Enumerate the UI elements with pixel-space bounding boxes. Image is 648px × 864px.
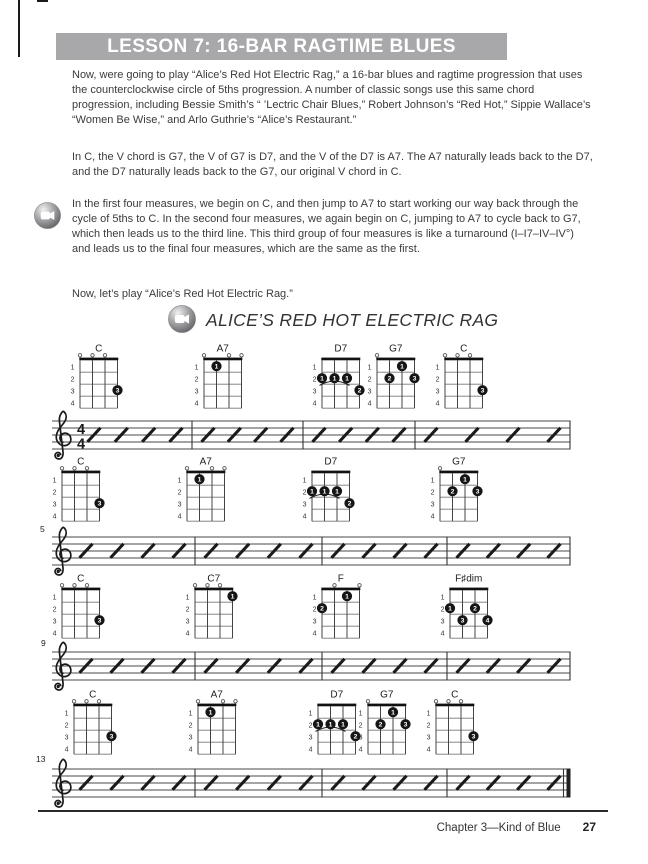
svg-text:2: 2 (320, 605, 324, 613)
svg-text:1: 1 (322, 488, 327, 496)
svg-text:G7: G7 (452, 456, 466, 468)
rhythm-staff (30, 753, 610, 813)
svg-text:3: 3 (97, 500, 102, 508)
svg-text:1: 1 (345, 593, 349, 601)
svg-text:3: 3 (435, 388, 440, 396)
chord-diagram-G7 (352, 689, 414, 757)
svg-text:C: C (460, 343, 468, 355)
svg-text:3: 3 (471, 733, 476, 741)
svg-text:3: 3 (97, 617, 102, 625)
svg-text:3: 3 (430, 501, 435, 509)
chord-diagram-A7 (182, 689, 244, 757)
svg-text:1: 1 (188, 710, 193, 718)
svg-text:2: 2 (312, 376, 317, 384)
svg-text:2: 2 (302, 489, 307, 497)
svg-text:4: 4 (358, 746, 363, 754)
svg-text:4: 4 (302, 513, 307, 521)
svg-text:3: 3 (52, 501, 57, 509)
chord-mount (352, 689, 414, 762)
footer-chapter-title: Chapter 3—Kind of Blue (436, 822, 561, 834)
svg-text:2: 2 (426, 722, 431, 730)
svg-text:3: 3 (426, 734, 431, 742)
svg-text:1: 1 (320, 375, 324, 383)
paragraph-structure: In the first four measures, we begin on C, and then jump to A7 to start working our way back through the cycle of 5ths to C. In the second four measures, we again begin on C, jumping to A7 to cycle back to G7, which then leads us to the third line. This third group of four measures is like a turnaround (I–I7–IV–IV°) and leads us to the final four measures, which are the same as the first. (72, 198, 581, 255)
svg-text:3: 3 (367, 388, 372, 396)
svg-text:4: 4 (485, 617, 490, 625)
svg-text:4: 4 (64, 746, 69, 754)
chord-mount (424, 456, 486, 529)
svg-text:4: 4 (430, 513, 435, 521)
svg-text:1: 1 (400, 363, 404, 371)
svg-text:1: 1 (185, 594, 190, 602)
svg-text:1: 1 (426, 710, 431, 718)
svg-text:2: 2 (357, 387, 362, 395)
svg-text:3: 3 (177, 501, 182, 509)
paragraph-theory: In C, the V chord is G7, the V of G7 is D7, and the V of the D7 is A7. The A7 naturally leads back to the D7, and the D7 naturally leads back to the G7, our original V chord in C. (72, 151, 593, 178)
svg-text:1: 1 (208, 709, 213, 717)
svg-text:2: 2 (188, 722, 193, 730)
svg-text:2: 2 (308, 722, 313, 730)
chord-diagram-D7 (306, 343, 368, 411)
svg-text:3: 3 (302, 501, 307, 509)
measure-number: 9 (41, 638, 46, 648)
svg-text:A7: A7 (216, 343, 229, 355)
footer (437, 820, 596, 834)
chord-diagram-C (58, 689, 120, 757)
svg-text:3: 3 (185, 618, 190, 626)
rhythm-staff (30, 636, 610, 696)
chord-diagram-C7 (179, 573, 241, 641)
svg-text:1: 1 (312, 594, 317, 602)
svg-text:1: 1 (52, 594, 57, 602)
svg-text:1: 1 (312, 364, 317, 372)
svg-text:4: 4 (194, 400, 199, 408)
svg-text:3: 3 (115, 387, 120, 395)
svg-text:1: 1 (70, 364, 75, 372)
svg-text:C7: C7 (207, 573, 221, 585)
svg-text:2: 2 (70, 376, 75, 384)
svg-text:2: 2 (358, 722, 363, 730)
rhythm-staff (30, 521, 610, 581)
svg-text:C: C (89, 689, 97, 701)
svg-text:1: 1 (332, 375, 337, 383)
svg-text:2: 2 (440, 606, 445, 614)
svg-text:1: 1 (302, 477, 307, 485)
svg-text:1: 1 (440, 594, 445, 602)
svg-text:A7: A7 (199, 456, 212, 468)
chord-diagram-G7 (424, 456, 486, 524)
chord-mount (58, 689, 120, 762)
measure-number: 13 (36, 754, 46, 764)
svg-text:4: 4 (185, 630, 190, 638)
svg-text:4: 4 (52, 630, 57, 638)
chord-diagram-A7 (188, 343, 250, 411)
measure-number: 5 (40, 524, 45, 534)
svg-text:1: 1 (463, 476, 467, 484)
svg-text:F♯dim: F♯dim (455, 573, 483, 585)
svg-text:1: 1 (367, 364, 372, 372)
svg-text:1: 1 (310, 488, 314, 496)
footer-page-number: 27 (582, 820, 596, 834)
chord-diagram-C (429, 343, 491, 411)
svg-text:C: C (95, 343, 103, 355)
svg-text:1: 1 (308, 710, 313, 718)
time-signature-bottom: 4 (76, 436, 86, 453)
svg-text:3: 3 (475, 488, 480, 496)
svg-text:3: 3 (480, 387, 485, 395)
svg-text:2: 2 (435, 376, 440, 384)
chord-diagram-F (306, 573, 368, 641)
paragraph-lead-in: Now, let’s play “Alice’s Red Hot Electric Rag.” (72, 288, 293, 300)
music-system-3 (0, 573, 648, 705)
svg-text:1: 1 (391, 709, 395, 717)
svg-text:1: 1 (194, 364, 199, 372)
svg-text:G7: G7 (380, 689, 394, 701)
svg-text:2: 2 (185, 606, 190, 614)
svg-text:1: 1 (345, 375, 349, 383)
svg-text:3: 3 (312, 388, 317, 396)
svg-text:1: 1 (52, 477, 57, 485)
chord-diagram-F♯dim (434, 573, 496, 641)
svg-text:D7: D7 (324, 456, 338, 468)
chord-diagram-G7 (361, 343, 423, 411)
svg-text:3: 3 (70, 388, 75, 396)
svg-text:2: 2 (194, 376, 199, 384)
svg-text:2: 2 (430, 489, 435, 497)
svg-text:2: 2 (353, 733, 358, 741)
svg-text:1: 1 (341, 721, 345, 729)
svg-text:F: F (337, 573, 344, 585)
svg-text:2: 2 (52, 489, 57, 497)
svg-text:4: 4 (308, 746, 313, 754)
svg-text:1: 1 (358, 710, 363, 718)
chord-diagram-C (46, 456, 108, 524)
svg-text:1: 1 (435, 364, 440, 372)
chord-diagram-C (46, 573, 108, 641)
svg-text:2: 2 (450, 488, 455, 496)
chord-diagram-C (420, 689, 482, 757)
svg-text:4: 4 (177, 513, 182, 521)
music-system-4 (0, 689, 648, 821)
svg-text:C: C (77, 456, 85, 468)
svg-text:C: C (451, 689, 459, 701)
svg-text:4: 4 (70, 400, 75, 408)
svg-text:3: 3 (64, 734, 69, 742)
svg-text:3: 3 (312, 618, 317, 626)
svg-text:1: 1 (316, 721, 320, 729)
svg-text:3: 3 (52, 618, 57, 626)
svg-text:A7: A7 (210, 689, 223, 701)
svg-text:1: 1 (328, 721, 333, 729)
svg-text:3: 3 (358, 734, 363, 742)
chord-mount (46, 456, 108, 529)
svg-text:4: 4 (440, 630, 445, 638)
svg-text:2: 2 (52, 606, 57, 614)
svg-text:3: 3 (440, 618, 445, 626)
time-signature-top: 4 (76, 422, 86, 438)
song-title: ALICE’S RED HOT ELECTRIC RAG (206, 310, 499, 330)
chord-mount (182, 689, 244, 762)
svg-text:1: 1 (64, 710, 69, 718)
svg-text:4: 4 (312, 630, 317, 638)
svg-text:2: 2 (367, 376, 372, 384)
svg-text:4: 4 (367, 400, 372, 408)
svg-text:4: 4 (52, 513, 57, 521)
chord-mount (171, 456, 233, 529)
chord-diagram-A7 (171, 456, 233, 524)
lesson-header: LESSON 7: 16-BAR RAGTIME BLUES (56, 33, 507, 60)
svg-text:3: 3 (412, 375, 417, 383)
svg-text:4: 4 (435, 400, 440, 408)
svg-text:4: 4 (426, 746, 431, 754)
svg-text:2: 2 (312, 606, 317, 614)
svg-text:2: 2 (387, 375, 392, 383)
svg-text:4: 4 (312, 400, 317, 408)
svg-text:2: 2 (347, 500, 352, 508)
svg-text:1: 1 (448, 605, 452, 613)
svg-text:G7: G7 (389, 343, 403, 355)
svg-text:1: 1 (177, 477, 182, 485)
chord-mount (420, 689, 482, 762)
svg-text:3: 3 (403, 721, 408, 729)
svg-text:3: 3 (188, 734, 193, 742)
music-system-2 (0, 456, 648, 588)
svg-text:1: 1 (335, 488, 339, 496)
svg-text:2: 2 (473, 605, 477, 613)
chord-diagram-C (64, 343, 126, 411)
svg-text:2: 2 (177, 489, 182, 497)
svg-text:2: 2 (378, 721, 383, 729)
svg-text:D7: D7 (334, 343, 348, 355)
paragraph-intro: Now, were going to play “Alice’s Red Hot Electric Rag,” a 16-bar blues and ragtime progression that uses the counterclockwise circle of 5ths progression. A number of classic songs use this same chord progression, including Bessie Smith’s “ ’Lectric Chair Blues,” Robert Johnson’s “Red Hot,” Sippie Wallace’s “Women Be Wise,” and Arlo Guthrie’s “Alice’s Restaurant.” (72, 69, 591, 126)
svg-text:1: 1 (430, 477, 435, 485)
svg-text:C: C (77, 573, 85, 585)
svg-text:3: 3 (308, 734, 313, 742)
svg-text:3: 3 (194, 388, 199, 396)
svg-text:1: 1 (197, 476, 202, 484)
svg-text:3: 3 (109, 733, 114, 741)
svg-text:3: 3 (460, 617, 465, 625)
chord-mount (296, 456, 358, 529)
svg-text:1: 1 (230, 593, 235, 601)
svg-text:4: 4 (188, 746, 193, 754)
footer-rule (38, 810, 608, 812)
svg-text:D7: D7 (330, 689, 344, 701)
chord-diagram-D7 (296, 456, 358, 524)
svg-text:1: 1 (214, 363, 219, 371)
svg-text:2: 2 (64, 722, 69, 730)
